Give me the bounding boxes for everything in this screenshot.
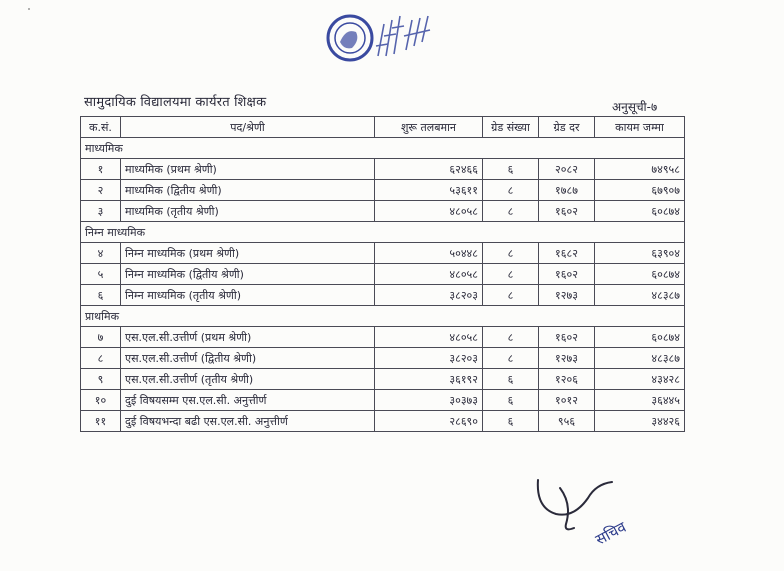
grade-count-cell: ८ (483, 264, 539, 285)
post-cell: निम्न माध्यमिक (तृतीय श्रेणी) (121, 285, 375, 306)
page-title: सामुदायिक विद्यालयमा कार्यरत शिक्षक (84, 95, 267, 110)
serial-cell: ८ (81, 348, 121, 369)
table-row (81, 180, 685, 201)
grade-count-cell: ६ (483, 411, 539, 432)
col-header-serial: क.सं. (81, 117, 121, 138)
grade-rate-cell: १७८७ (539, 180, 595, 201)
total-cell: ३४४२६ (595, 411, 685, 432)
col-header-total: कायम जम्मा (595, 117, 685, 138)
post-cell: दुई विषयभन्दा बढी एस.एल.सी. अनुत्तीर्ण (121, 411, 375, 432)
section-label: प्राथमिक (81, 306, 685, 327)
grade-rate-cell: १६०२ (539, 264, 595, 285)
start-salary-cell: ३०३७३ (375, 390, 483, 411)
post-cell: माध्यमिक (द्वितीय श्रेणी) (121, 180, 375, 201)
serial-cell: ५ (81, 264, 121, 285)
total-cell: ४८३८७ (595, 285, 685, 306)
post-cell: माध्यमिक (तृतीय श्रेणी) (121, 201, 375, 222)
post-cell: दुई विषयसम्म एस.एल.सी. अनुत्तीर्ण (121, 390, 375, 411)
annex-label: अनुसूची-७ (612, 100, 658, 114)
ministry-seal-icon (322, 6, 442, 68)
start-salary-cell: ३६१९२ (375, 369, 483, 390)
section-label: निम्न माध्यमिक (81, 222, 685, 243)
table-row (81, 327, 685, 348)
grade-count-cell: ८ (483, 285, 539, 306)
table-header-row (81, 117, 685, 138)
grade-rate-cell: १२७३ (539, 348, 595, 369)
total-cell: ६०८७४ (595, 327, 685, 348)
table-row (81, 264, 685, 285)
total-cell: ६०८७४ (595, 264, 685, 285)
grade-count-cell: ८ (483, 327, 539, 348)
salary-table (80, 116, 685, 432)
start-salary-cell: ५३६११ (375, 180, 483, 201)
grade-rate-cell: १६८२ (539, 243, 595, 264)
table-row (81, 201, 685, 222)
serial-cell: १ (81, 159, 121, 180)
total-cell: ४३४२८ (595, 369, 685, 390)
table-row (81, 159, 685, 180)
col-header-grade-rate: ग्रेड दर (539, 117, 595, 138)
serial-cell: २ (81, 180, 121, 201)
post-cell: एस.एल.सी.उत्तीर्ण (प्रथम श्रेणी) (121, 327, 375, 348)
total-cell: ३६४४५ (595, 390, 685, 411)
start-salary-cell: ३८२०३ (375, 285, 483, 306)
grade-rate-cell: १६०२ (539, 327, 595, 348)
grade-rate-cell: १२०६ (539, 369, 595, 390)
serial-cell: ३ (81, 201, 121, 222)
scan-speck (28, 8, 30, 10)
start-salary-cell: ६२४६६ (375, 159, 483, 180)
total-cell: ७४९५८ (595, 159, 685, 180)
col-header-grade-count: ग्रेड संख्या (483, 117, 539, 138)
start-salary-cell: ४८०५८ (375, 264, 483, 285)
grade-count-cell: ८ (483, 180, 539, 201)
post-cell: एस.एल.सी.उत्तीर्ण (तृतीय श्रेणी) (121, 369, 375, 390)
table-row (81, 369, 685, 390)
serial-cell: ९ (81, 369, 121, 390)
start-salary-cell: २८६९० (375, 411, 483, 432)
grade-count-cell: ६ (483, 159, 539, 180)
grade-rate-cell: १०१२ (539, 390, 595, 411)
post-cell: एस.एल.सी.उत्तीर्ण (द्वितीय श्रेणी) (121, 348, 375, 369)
table-row (81, 285, 685, 306)
secretary-stamp: सचिव (592, 517, 630, 549)
table-row (81, 348, 685, 369)
serial-cell: १० (81, 390, 121, 411)
col-header-start-salary: शुरू तलबमान (375, 117, 483, 138)
total-cell: ६३९०४ (595, 243, 685, 264)
start-salary-cell: ५०४४८ (375, 243, 483, 264)
grade-count-cell: ८ (483, 243, 539, 264)
serial-cell: ७ (81, 327, 121, 348)
serial-cell: ६ (81, 285, 121, 306)
post-cell: माध्यमिक (प्रथम श्रेणी) (121, 159, 375, 180)
total-cell: ४८३८७ (595, 348, 685, 369)
table-row (81, 243, 685, 264)
col-header-post: पद/श्रेणी (121, 117, 375, 138)
table-row (81, 411, 685, 432)
section-label: माध्यमिक (81, 138, 685, 159)
section-row (81, 138, 685, 159)
grade-rate-cell: २०८२ (539, 159, 595, 180)
total-cell: ६०८७४ (595, 201, 685, 222)
section-row (81, 222, 685, 243)
grade-count-cell: ६ (483, 369, 539, 390)
grade-rate-cell: ९५६ (539, 411, 595, 432)
grade-count-cell: ८ (483, 201, 539, 222)
start-salary-cell: ३८२०३ (375, 348, 483, 369)
post-cell: निम्न माध्यमिक (प्रथम श्रेणी) (121, 243, 375, 264)
grade-count-cell: ८ (483, 348, 539, 369)
post-cell: निम्न माध्यमिक (द्वितीय श्रेणी) (121, 264, 375, 285)
total-cell: ६७९०७ (595, 180, 685, 201)
grade-count-cell: ६ (483, 390, 539, 411)
serial-cell: ११ (81, 411, 121, 432)
grade-rate-cell: १६०२ (539, 201, 595, 222)
grade-rate-cell: १२७३ (539, 285, 595, 306)
start-salary-cell: ४८०५८ (375, 327, 483, 348)
table-row (81, 390, 685, 411)
start-salary-cell: ४८०५८ (375, 201, 483, 222)
serial-cell: ४ (81, 243, 121, 264)
section-row (81, 306, 685, 327)
